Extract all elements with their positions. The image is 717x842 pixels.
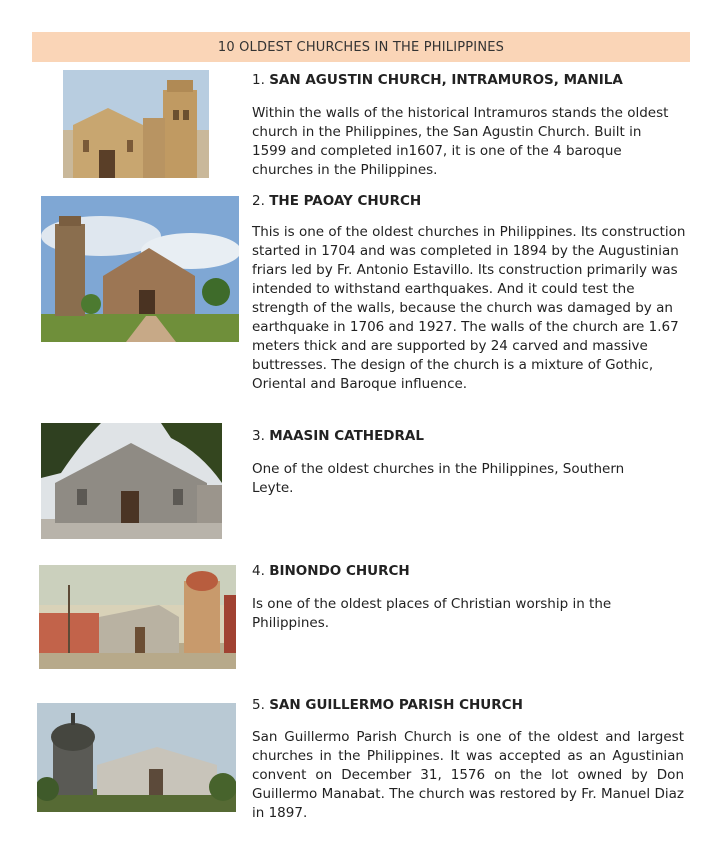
entry-number: 5. <box>252 697 265 713</box>
entry-name: BINONDO CHURCH <box>269 563 410 579</box>
san-guillermo-photo <box>37 703 236 812</box>
entry-description: Within the walls of the historical Intramuros stands the oldest church in the Philippines, the San Agustin Church. Built in 1599 and completed in1607, it is one of the 4 baroque churches in the Philippines. <box>252 105 669 178</box>
entry-description: San Guillermo Parish Church is one of the oldest and largest churches in the Philippines. It was accepted as an Agustinian convent on December 31, 1576 on the lot owned by Don Guillermo Manabat. The church was restored by Fr. Manuel Diaz in 1897. <box>252 729 684 821</box>
entry-heading <box>252 428 424 444</box>
entry-description: One of the oldest churches in the Philippines, Southern Leyte. <box>252 461 625 496</box>
entry-number: 3. <box>252 428 265 444</box>
entry-name: SAN GUILLERMO PARISH CHURCH <box>269 697 523 713</box>
entry-name: SAN AGUSTIN CHURCH, INTRAMUROS, MANILA <box>269 72 623 88</box>
entry-name: THE PAOAY CHURCH <box>269 193 422 209</box>
entry-heading <box>252 697 523 713</box>
san-agustin-photo <box>63 70 209 178</box>
title-bar <box>32 32 690 62</box>
entry-description: This is one of the oldest churches in Philippines. Its construction started in 1704 and was completed in 1894 by the Augustinian friars led by Fr. Antonio Estavillo. Its construction primarily was intended to withstand earthquakes. And it could test the strength of the walls, because the church was damaged by an earthquake in 1706 and 1927. The walls of the church are 1.67 meters thick and are supported by 24 carved and massive buttresses. The design of the church is a mixture of Gothic, Oriental and Baroque influence. <box>252 224 686 392</box>
entry-number: 2. <box>252 193 265 209</box>
binondo-photo <box>39 565 236 669</box>
entry-heading <box>252 72 623 88</box>
entry-number: 4. <box>252 563 265 579</box>
maasin-photo <box>41 423 222 539</box>
entry-heading <box>252 193 421 209</box>
entry-name: MAASIN CATHEDRAL <box>269 428 424 444</box>
entry-description: Is one of the oldest places of Christian worship in the Philippines. <box>252 596 612 631</box>
entry-number: 1. <box>252 72 265 88</box>
entry-heading <box>252 563 410 579</box>
page-title: 10 OLDEST CHURCHES IN THE PHILIPPINES <box>217 39 505 55</box>
paoay-photo <box>41 196 239 342</box>
